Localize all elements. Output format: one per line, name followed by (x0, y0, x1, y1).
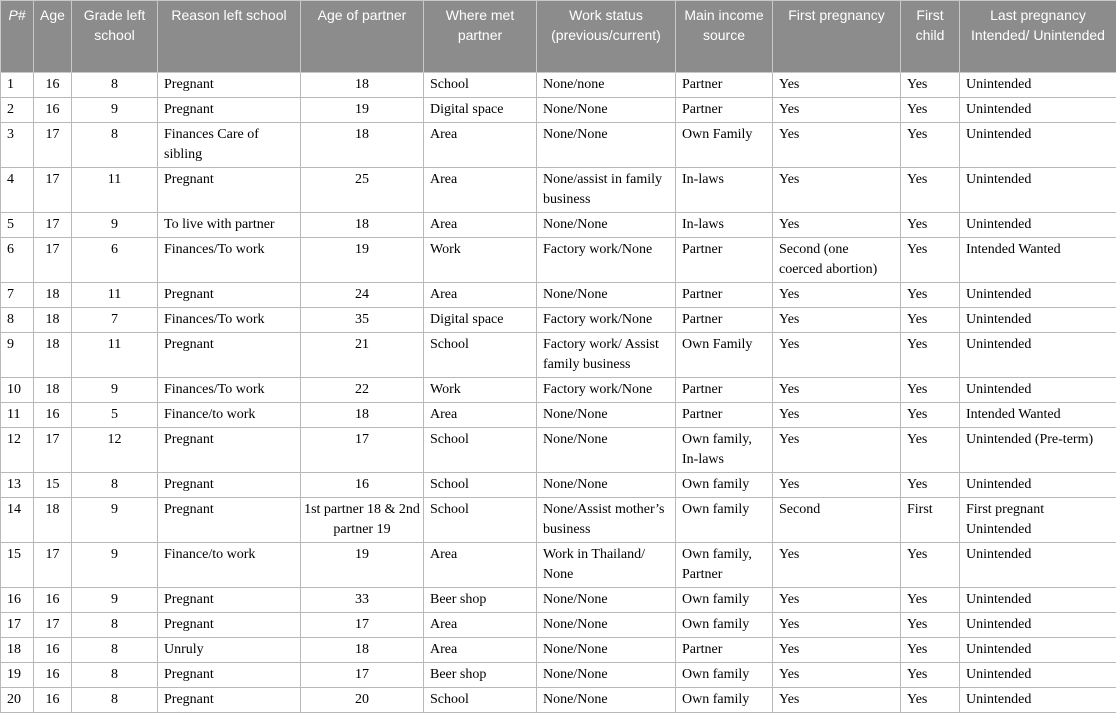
cell-age: 16 (34, 663, 72, 688)
cell-last-pregnancy: Unintended (960, 213, 1116, 238)
cell-first-child: Yes (901, 663, 960, 688)
cell-grade-left-school: 8 (72, 613, 158, 638)
cell-grade-left-school: 9 (72, 588, 158, 613)
cell-first-pregnancy: Yes (773, 588, 901, 613)
table-row (1, 688, 1116, 713)
cell-age: 17 (34, 428, 72, 473)
cell-last-pregnancy: Unintended (960, 333, 1116, 378)
cell-first-pregnancy: Yes (773, 613, 901, 638)
cell-reason-left-school: Pregnant (158, 333, 301, 378)
cell-age-of-partner: 16 (301, 473, 424, 498)
cell-last-pregnancy: Unintended (960, 283, 1116, 308)
cell-first-child: Yes (901, 473, 960, 498)
header-last-pregnancy: Last pregnancy Intended/ Unintended (960, 1, 1116, 73)
cell-first-pregnancy: Yes (773, 308, 901, 333)
cell-main-income-source: Own Family (676, 123, 773, 168)
cell-age: 18 (34, 308, 72, 333)
cell-first-pregnancy: Yes (773, 403, 901, 428)
cell-grade-left-school: 12 (72, 428, 158, 473)
cell-first-pregnancy: Yes (773, 168, 901, 213)
cell-main-income-source: Partner (676, 283, 773, 308)
cell-where-met-partner: Beer shop (424, 588, 537, 613)
header-age-of-partner: Age of partner (301, 1, 424, 73)
cell-age: 16 (34, 638, 72, 663)
cell-grade-left-school: 6 (72, 238, 158, 283)
cell-work-status: Factory work/ Assist family business (537, 333, 676, 378)
cell-where-met-partner: Work (424, 238, 537, 283)
cell-first-child: Yes (901, 428, 960, 473)
cell-first-pregnancy: Yes (773, 543, 901, 588)
cell-last-pregnancy: Unintended (960, 168, 1116, 213)
cell-first-child: Yes (901, 308, 960, 333)
cell-age-of-partner: 25 (301, 168, 424, 213)
cell-participant-number: 14 (1, 498, 34, 543)
cell-main-income-source: Partner (676, 378, 773, 403)
cell-reason-left-school: Pregnant (158, 283, 301, 308)
cell-first-pregnancy: Yes (773, 688, 901, 713)
cell-first-pregnancy: Yes (773, 473, 901, 498)
cell-last-pregnancy: Unintended (960, 308, 1116, 333)
cell-first-child: Yes (901, 283, 960, 308)
cell-age: 17 (34, 613, 72, 638)
cell-main-income-source: Own family (676, 588, 773, 613)
cell-main-income-source: Partner (676, 98, 773, 123)
cell-where-met-partner: Digital space (424, 98, 537, 123)
table-row (1, 638, 1116, 663)
cell-last-pregnancy: Intended Wanted (960, 403, 1116, 428)
cell-age: 17 (34, 238, 72, 283)
cell-main-income-source: Partner (676, 238, 773, 283)
cell-age-of-partner: 1st partner 18 & 2nd partner 19 (301, 498, 424, 543)
cell-participant-number: 10 (1, 378, 34, 403)
cell-participant-number: 16 (1, 588, 34, 613)
header-reason-left-school: Reason left school (158, 1, 301, 73)
cell-where-met-partner: School (424, 428, 537, 473)
cell-reason-left-school: Pregnant (158, 498, 301, 543)
cell-grade-left-school: 8 (72, 663, 158, 688)
cell-last-pregnancy: Unintended (960, 588, 1116, 613)
cell-main-income-source: Own family (676, 498, 773, 543)
table-row (1, 543, 1116, 588)
cell-last-pregnancy: Unintended (960, 688, 1116, 713)
cell-last-pregnancy: Unintended (960, 473, 1116, 498)
cell-main-income-source: Own family (676, 688, 773, 713)
cell-reason-left-school: Finances/To work (158, 238, 301, 283)
cell-first-pregnancy: Yes (773, 73, 901, 98)
cell-main-income-source: Own family, Partner (676, 543, 773, 588)
cell-work-status: Factory work/None (537, 308, 676, 333)
cell-work-status: None/Assist mother’s business (537, 498, 676, 543)
cell-work-status: None/None (537, 473, 676, 498)
cell-where-met-partner: Area (424, 403, 537, 428)
cell-first-child: Yes (901, 168, 960, 213)
cell-age: 15 (34, 473, 72, 498)
cell-work-status: None/None (537, 613, 676, 638)
cell-main-income-source: Own family (676, 663, 773, 688)
cell-first-child: Yes (901, 213, 960, 238)
cell-reason-left-school: Finance/to work (158, 543, 301, 588)
cell-age: 16 (34, 98, 72, 123)
cell-age-of-partner: 22 (301, 378, 424, 403)
cell-age: 18 (34, 498, 72, 543)
cell-first-pregnancy: Yes (773, 638, 901, 663)
cell-participant-number: 1 (1, 73, 34, 98)
cell-reason-left-school: Pregnant (158, 588, 301, 613)
cell-main-income-source: Partner (676, 638, 773, 663)
cell-grade-left-school: 11 (72, 283, 158, 308)
cell-reason-left-school: Unruly (158, 638, 301, 663)
cell-grade-left-school: 8 (72, 638, 158, 663)
cell-first-child: Yes (901, 403, 960, 428)
cell-age-of-partner: 20 (301, 688, 424, 713)
cell-age-of-partner: 18 (301, 123, 424, 168)
cell-work-status: None/assist in family business (537, 168, 676, 213)
cell-where-met-partner: Area (424, 283, 537, 308)
cell-participant-number: 12 (1, 428, 34, 473)
cell-first-child: First (901, 498, 960, 543)
cell-work-status: None/None (537, 638, 676, 663)
cell-first-pregnancy: Yes (773, 663, 901, 688)
header-first-child: First child (901, 1, 960, 73)
cell-age-of-partner: 35 (301, 308, 424, 333)
cell-where-met-partner: School (424, 688, 537, 713)
cell-reason-left-school: Finances/To work (158, 378, 301, 403)
cell-first-child: Yes (901, 588, 960, 613)
table-row (1, 403, 1116, 428)
table-row (1, 428, 1116, 473)
cell-age-of-partner: 21 (301, 333, 424, 378)
table-row (1, 238, 1116, 283)
cell-participant-number: 11 (1, 403, 34, 428)
table-row (1, 663, 1116, 688)
cell-reason-left-school: Finance/to work (158, 403, 301, 428)
header-participant-number: P# (1, 1, 34, 73)
cell-age: 18 (34, 333, 72, 378)
cell-where-met-partner: Digital space (424, 308, 537, 333)
cell-last-pregnancy: Unintended (960, 543, 1116, 588)
cell-reason-left-school: Pregnant (158, 98, 301, 123)
cell-participant-number: 17 (1, 613, 34, 638)
cell-age-of-partner: 33 (301, 588, 424, 613)
cell-participant-number: 2 (1, 98, 34, 123)
cell-work-status: None/None (537, 588, 676, 613)
cell-age-of-partner: 17 (301, 428, 424, 473)
cell-work-status: Work in Thailand/ None (537, 543, 676, 588)
cell-age-of-partner: 19 (301, 238, 424, 283)
cell-work-status: None/None (537, 403, 676, 428)
cell-work-status: None/None (537, 428, 676, 473)
cell-last-pregnancy: First pregnant Unintended (960, 498, 1116, 543)
cell-participant-number: 3 (1, 123, 34, 168)
cell-participant-number: 7 (1, 283, 34, 308)
cell-age: 17 (34, 213, 72, 238)
cell-grade-left-school: 8 (72, 73, 158, 98)
cell-first-child: Yes (901, 73, 960, 98)
cell-age-of-partner: 17 (301, 663, 424, 688)
cell-where-met-partner: School (424, 73, 537, 98)
cell-first-pregnancy: Yes (773, 98, 901, 123)
table-row (1, 588, 1116, 613)
cell-where-met-partner: School (424, 473, 537, 498)
cell-work-status: None/None (537, 123, 676, 168)
header-main-income-source: Main income source (676, 1, 773, 73)
cell-work-status: None/none (537, 73, 676, 98)
cell-where-met-partner: School (424, 333, 537, 378)
cell-first-pregnancy: Yes (773, 123, 901, 168)
cell-first-child: Yes (901, 613, 960, 638)
cell-where-met-partner: Area (424, 638, 537, 663)
cell-main-income-source: Partner (676, 403, 773, 428)
cell-where-met-partner: School (424, 498, 537, 543)
cell-age-of-partner: 19 (301, 98, 424, 123)
table-row (1, 498, 1116, 543)
cell-first-child: Yes (901, 543, 960, 588)
cell-participant-number: 4 (1, 168, 34, 213)
cell-grade-left-school: 9 (72, 543, 158, 588)
cell-first-child: Yes (901, 378, 960, 403)
cell-age: 18 (34, 283, 72, 308)
cell-age-of-partner: 24 (301, 283, 424, 308)
cell-main-income-source: In-laws (676, 213, 773, 238)
cell-first-pregnancy: Second (773, 498, 901, 543)
cell-where-met-partner: Area (424, 123, 537, 168)
cell-participant-number: 6 (1, 238, 34, 283)
cell-age-of-partner: 18 (301, 213, 424, 238)
cell-grade-left-school: 8 (72, 473, 158, 498)
cell-first-child: Yes (901, 638, 960, 663)
table-row (1, 73, 1116, 98)
table-row (1, 283, 1116, 308)
cell-grade-left-school: 8 (72, 123, 158, 168)
cell-work-status: None/None (537, 98, 676, 123)
table-row (1, 308, 1116, 333)
cell-where-met-partner: Beer shop (424, 663, 537, 688)
cell-where-met-partner: Area (424, 168, 537, 213)
cell-reason-left-school: Finances Care of sibling (158, 123, 301, 168)
cell-where-met-partner: Area (424, 543, 537, 588)
cell-age: 17 (34, 543, 72, 588)
cell-reason-left-school: Pregnant (158, 473, 301, 498)
table-row (1, 378, 1116, 403)
cell-first-pregnancy: Yes (773, 283, 901, 308)
cell-age: 16 (34, 73, 72, 98)
cell-participant-number: 18 (1, 638, 34, 663)
cell-participant-number: 13 (1, 473, 34, 498)
cell-last-pregnancy: Intended Wanted (960, 238, 1116, 283)
cell-last-pregnancy: Unintended (960, 663, 1116, 688)
cell-work-status: Factory work/None (537, 378, 676, 403)
table-row (1, 333, 1116, 378)
table-body (1, 73, 1116, 713)
table-row (1, 123, 1116, 168)
header-first-pregnancy: First pregnancy (773, 1, 901, 73)
cell-main-income-source: Partner (676, 73, 773, 98)
cell-participant-number: 9 (1, 333, 34, 378)
cell-participant-number: 5 (1, 213, 34, 238)
cell-main-income-source: Own family (676, 473, 773, 498)
cell-age: 16 (34, 403, 72, 428)
cell-grade-left-school: 11 (72, 168, 158, 213)
cell-first-pregnancy: Yes (773, 333, 901, 378)
cell-participant-number: 19 (1, 663, 34, 688)
header-grade-left-school: Grade left school (72, 1, 158, 73)
table-row (1, 473, 1116, 498)
cell-age-of-partner: 19 (301, 543, 424, 588)
header-age: Age (34, 1, 72, 73)
cell-first-child: Yes (901, 688, 960, 713)
cell-main-income-source: Own Family (676, 333, 773, 378)
cell-first-pregnancy: Yes (773, 378, 901, 403)
cell-last-pregnancy: Unintended (Pre-term) (960, 428, 1116, 473)
cell-grade-left-school: 9 (72, 378, 158, 403)
cell-last-pregnancy: Unintended (960, 613, 1116, 638)
cell-work-status: Factory work/None (537, 238, 676, 283)
header-where-met-partner: Where met partner (424, 1, 537, 73)
cell-first-pregnancy: Yes (773, 428, 901, 473)
cell-age: 16 (34, 588, 72, 613)
cell-reason-left-school: Pregnant (158, 73, 301, 98)
cell-reason-left-school: Pregnant (158, 688, 301, 713)
cell-main-income-source: Own family (676, 613, 773, 638)
cell-main-income-source: In-laws (676, 168, 773, 213)
cell-participant-number: 8 (1, 308, 34, 333)
cell-first-child: Yes (901, 98, 960, 123)
cell-grade-left-school: 9 (72, 498, 158, 543)
cell-last-pregnancy: Unintended (960, 123, 1116, 168)
cell-last-pregnancy: Unintended (960, 378, 1116, 403)
cell-grade-left-school: 9 (72, 98, 158, 123)
table-row (1, 168, 1116, 213)
cell-where-met-partner: Area (424, 213, 537, 238)
cell-where-met-partner: Area (424, 613, 537, 638)
cell-age-of-partner: 18 (301, 638, 424, 663)
cell-work-status: None/None (537, 213, 676, 238)
cell-reason-left-school: Pregnant (158, 613, 301, 638)
cell-work-status: None/None (537, 283, 676, 308)
cell-main-income-source: Partner (676, 308, 773, 333)
cell-reason-left-school: Pregnant (158, 428, 301, 473)
cell-participant-number: 20 (1, 688, 34, 713)
cell-age-of-partner: 18 (301, 403, 424, 428)
cell-first-child: Yes (901, 123, 960, 168)
cell-age: 18 (34, 378, 72, 403)
cell-work-status: None/None (537, 663, 676, 688)
cell-first-child: Yes (901, 333, 960, 378)
cell-reason-left-school: Finances/To work (158, 308, 301, 333)
cell-grade-left-school: 8 (72, 688, 158, 713)
header-work-status: Work status (previous/current) (537, 1, 676, 73)
header-row (1, 1, 1116, 73)
cell-age: 17 (34, 123, 72, 168)
cell-where-met-partner: Work (424, 378, 537, 403)
cell-last-pregnancy: Unintended (960, 638, 1116, 663)
cell-age: 16 (34, 688, 72, 713)
cell-main-income-source: Own family, In-laws (676, 428, 773, 473)
cell-age-of-partner: 18 (301, 73, 424, 98)
cell-reason-left-school: Pregnant (158, 663, 301, 688)
cell-last-pregnancy: Unintended (960, 73, 1116, 98)
cell-grade-left-school: 11 (72, 333, 158, 378)
cell-first-pregnancy: Second (one coerced abortion) (773, 238, 901, 283)
table-row (1, 213, 1116, 238)
cell-age-of-partner: 17 (301, 613, 424, 638)
cell-first-child: Yes (901, 238, 960, 283)
cell-grade-left-school: 5 (72, 403, 158, 428)
cell-age: 17 (34, 168, 72, 213)
table-row (1, 98, 1116, 123)
cell-last-pregnancy: Unintended (960, 98, 1116, 123)
cell-reason-left-school: Pregnant (158, 168, 301, 213)
cell-work-status: None/None (537, 688, 676, 713)
cell-reason-left-school: To live with partner (158, 213, 301, 238)
cell-grade-left-school: 7 (72, 308, 158, 333)
table-row (1, 613, 1116, 638)
cell-first-pregnancy: Yes (773, 213, 901, 238)
cell-participant-number: 15 (1, 543, 34, 588)
cell-grade-left-school: 9 (72, 213, 158, 238)
